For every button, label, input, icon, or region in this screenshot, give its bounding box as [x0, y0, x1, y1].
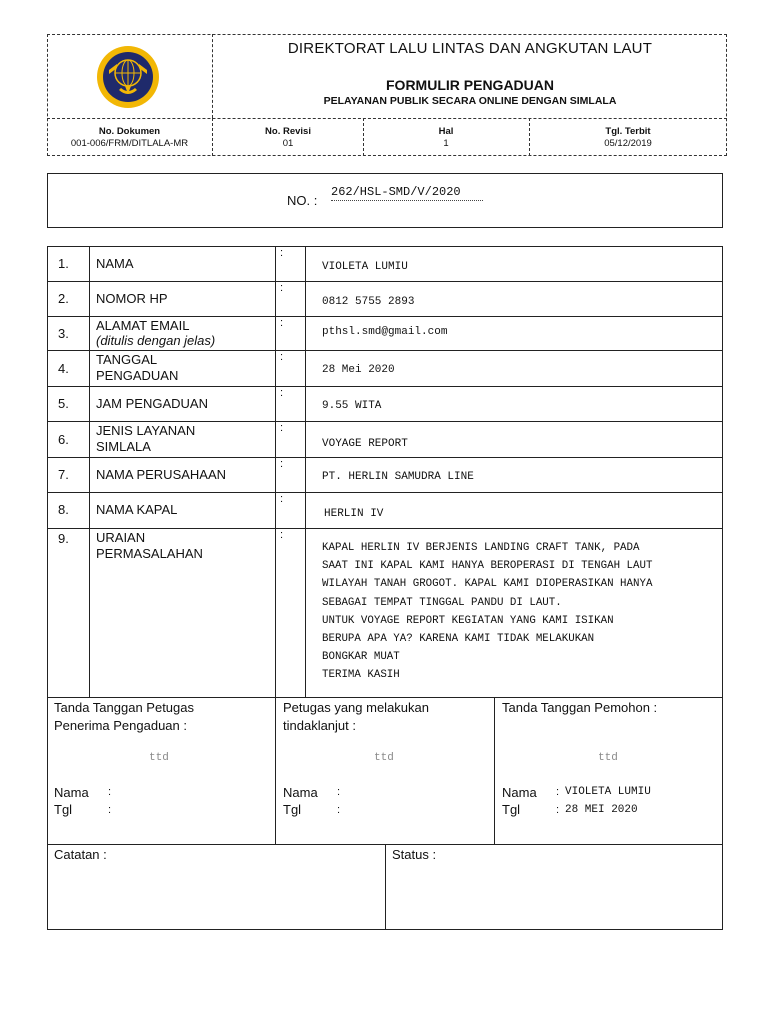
field-colon: :: [276, 351, 306, 387]
field-label-text: SIMLALA: [96, 439, 151, 454]
signature-placeholder: ttd: [149, 752, 169, 764]
row-number: 1.: [48, 247, 90, 282]
row-number: 3.: [48, 317, 90, 351]
signature-title-line: Petugas yang melakukan: [283, 700, 429, 715]
name-label: Nama: [54, 785, 89, 800]
table-row: [48, 529, 723, 698]
signature-placeholder: ttd: [598, 752, 618, 764]
document-number-label: NO. :: [287, 193, 318, 208]
field-label: [90, 422, 276, 458]
date-label: Tgl: [54, 802, 73, 817]
table-row: [48, 351, 723, 387]
row-number: 2.: [48, 282, 90, 317]
name-colon: :: [556, 786, 560, 798]
description-line: SEBAGAI TEMPAT TINGGAL PANDU DI LAUT.: [322, 596, 562, 609]
field-label-text: TANGGAL: [96, 352, 158, 367]
table-row: [48, 317, 723, 351]
signature-title-line: Penerima Pengaduan :: [54, 718, 187, 733]
meta-value: 1: [443, 138, 449, 149]
complaint-description: [306, 529, 723, 698]
field-label-text: JENIS LAYANAN: [96, 423, 196, 438]
field-value: VIOLETA LUMIU: [306, 247, 723, 282]
row-number: 6.: [48, 422, 90, 458]
date-label: Tgl: [283, 802, 302, 817]
ministry-emblem-icon: [95, 44, 161, 110]
meta-divider: [529, 118, 530, 156]
meta-label: No. Revisi: [265, 126, 311, 137]
table-row: [48, 247, 723, 282]
row-number: 8.: [48, 493, 90, 529]
row-number: 4.: [48, 351, 90, 387]
field-value: 0812 5755 2893: [306, 282, 723, 317]
field-colon: :: [276, 493, 306, 529]
field-label: [90, 317, 276, 351]
field-colon: :: [276, 458, 306, 493]
notes-divider: [385, 844, 386, 930]
field-label: [90, 529, 276, 698]
field-colon: :: [276, 317, 306, 351]
field-label-text: URAIAN: [96, 530, 146, 545]
field-label: JAM PENGADUAN: [90, 387, 276, 422]
notes-label: Catatan :: [54, 847, 107, 862]
field-label-text: PERMASALAHAN: [96, 546, 203, 561]
name-label: Nama: [283, 785, 318, 800]
name-label: Nama: [502, 785, 537, 800]
signature-title-line: Tanda Tanggan Pemohon :: [502, 700, 658, 715]
field-colon: :: [276, 247, 306, 282]
table-row: [48, 422, 723, 458]
table-row: [48, 493, 723, 529]
document-number-value: 262/HSL-SMD/V/2020: [331, 185, 483, 201]
signature-divider: [275, 697, 276, 845]
meta-divider: [212, 118, 213, 156]
row-number: 7.: [48, 458, 90, 493]
field-label-text: ALAMAT EMAIL: [96, 318, 190, 333]
applicant-signature-title: [502, 699, 657, 717]
meta-label: Hal: [438, 126, 454, 137]
signature-divider: [494, 697, 495, 845]
table-row: [48, 387, 723, 422]
table-row: [48, 282, 723, 317]
date-colon: :: [337, 804, 341, 816]
name-value: VIOLETA LUMIU: [565, 786, 651, 798]
signature-placeholder: ttd: [374, 752, 394, 764]
date-colon: :: [556, 804, 560, 816]
field-label-text: PENGADUAN: [96, 368, 179, 383]
field-label: NOMOR HP: [90, 282, 276, 317]
description-line: KAPAL HERLIN IV BERJENIS LANDING CRAFT TANK, PADA: [322, 542, 640, 554]
date-value: 28 MEI 2020: [565, 804, 638, 816]
form-subtitle: PELAYANAN PUBLIK SECARA ONLINE DENGAN SIMLALA: [323, 95, 617, 107]
description-line: TERIMA KASIH: [322, 669, 400, 682]
description-line: SAAT INI KAPAL KAMI HANYA BEROPERASI DI TENGAH LAUT: [322, 560, 653, 573]
field-value: pthsl.smd@gmail.com: [306, 317, 723, 351]
followup-signature-title: [283, 699, 429, 735]
field-colon: :: [276, 387, 306, 422]
receiver-signature-title: [54, 699, 194, 735]
field-value: 28 Mei 2020: [306, 351, 723, 387]
table-row: [48, 458, 723, 493]
field-label-hint: (ditulis dengan jelas): [96, 333, 216, 348]
description-line: UNTUK VOYAGE REPORT KEGIATAN YANG KAMI ISIKAN: [322, 614, 614, 627]
meta-value: 01: [282, 138, 294, 149]
date-label: Tgl: [502, 802, 521, 817]
field-value: VOYAGE REPORT: [306, 422, 723, 458]
row-number: 5.: [48, 387, 90, 422]
complaint-fields-table: [47, 246, 723, 698]
meta-value: 05/12/2019: [604, 138, 652, 149]
name-colon: :: [108, 786, 112, 798]
agency-title: DIREKTORAT LALU LINTAS DAN ANGKUTAN LAUT: [287, 40, 653, 57]
field-label: NAMA KAPAL: [90, 493, 276, 529]
field-colon: :: [276, 282, 306, 317]
field-colon: :: [276, 529, 306, 698]
field-colon: :: [276, 422, 306, 458]
form-title: FORMULIR PENGADUAN: [386, 77, 554, 93]
date-colon: :: [108, 804, 112, 816]
meta-value: 001-006/FRM/DITLALA-MR: [70, 138, 189, 149]
description-line: BONGKAR MUAT: [322, 651, 400, 664]
name-colon: :: [337, 786, 341, 798]
field-label: [90, 351, 276, 387]
status-label: Status :: [392, 847, 437, 862]
description-line: BERUPA APA YA? KARENA KAMI TIDAK MELAKUKAN: [322, 633, 595, 646]
field-label: NAMA: [90, 247, 276, 282]
row-number: 9.: [48, 529, 90, 698]
meta-label: Tgl. Terbit: [605, 126, 651, 137]
header-divider: [47, 118, 727, 119]
field-label: NAMA PERUSAHAAN: [90, 458, 276, 493]
meta-label: No. Dokumen: [98, 126, 161, 137]
signature-title-line: Tanda Tanggan Petugas: [54, 700, 194, 715]
field-value: 9.55 WITA: [306, 387, 723, 422]
field-value: HERLIN IV: [306, 493, 723, 529]
field-value: PT. HERLIN SAMUDRA LINE: [306, 458, 723, 493]
meta-divider: [363, 118, 364, 156]
description-line: WILAYAH TANAH GROGOT. KAPAL KAMI DIOPERASIKAN HANYA: [322, 578, 653, 591]
signature-title-line: tindaklanjut :: [283, 718, 356, 733]
